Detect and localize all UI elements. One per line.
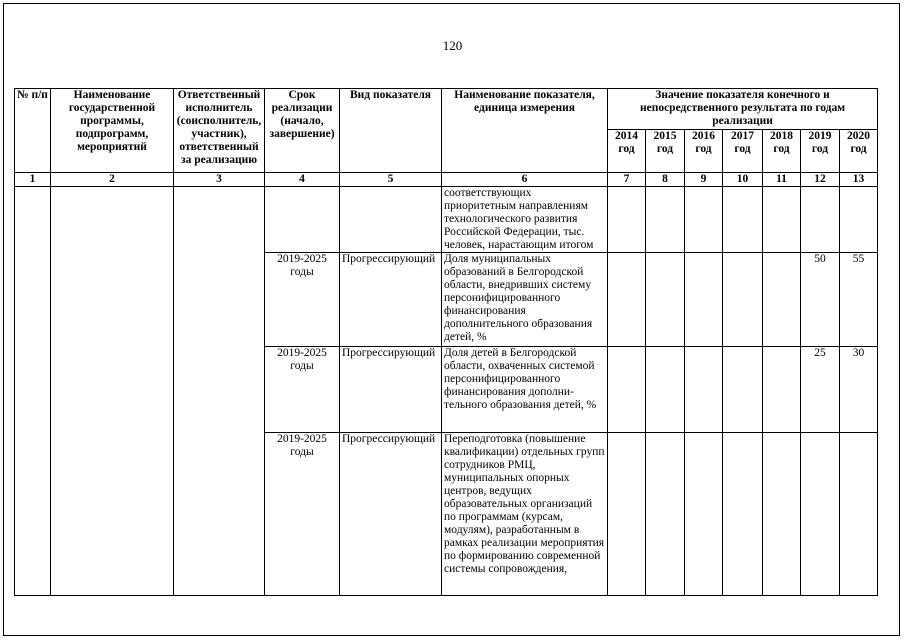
cell-value — [646, 253, 685, 347]
column-number: 1 — [15, 173, 51, 187]
cell-period: 2019-2025 годы — [265, 253, 340, 347]
cell-value — [723, 253, 763, 347]
column-number: 4 — [265, 173, 340, 187]
header-indicator-name: Наименование показателя, единица измерения — [442, 89, 608, 173]
cell-period — [265, 187, 340, 253]
indicators-table — [14, 88, 878, 596]
cell-value — [608, 253, 646, 347]
cell-value — [723, 347, 763, 433]
header-number: № п/п — [15, 89, 51, 173]
column-number: 6 — [442, 173, 608, 187]
cell-program-name — [51, 187, 174, 596]
cell-value — [685, 433, 723, 596]
header-values-group: Значение показателя конечного и непосредственного результата по годам реализации — [608, 89, 878, 130]
cell-indicator-name: Переподготовка (повышение квалификации) отдельных групп сотрудников РМЦ, муниципальных опорных центров, ведущих образовательных организаций по программам (курсам, модулям), разработанным в рамках реализации мероприятия по формированию современной системы сопровождения, — [442, 433, 608, 596]
column-number: 8 — [646, 173, 685, 187]
cell-value — [840, 187, 878, 253]
cell-executor — [174, 187, 265, 596]
cell-value — [685, 187, 723, 253]
column-number: 10 — [723, 173, 763, 187]
header-executor: Ответственный исполнитель (соисполнитель, участник), ответственный за реализацию — [174, 89, 265, 173]
column-number: 12 — [801, 173, 840, 187]
cell-period: 2019-2025 годы — [265, 347, 340, 433]
cell-value — [646, 347, 685, 433]
header-year: 2015 год — [646, 130, 685, 173]
cell-value: 25 — [801, 347, 840, 433]
cell-indicator-name: Доля детей в Белгородской области, охваченных системой персонифицированного финансирования дополни-тельного образования детей, % — [442, 347, 608, 433]
cell-value — [763, 187, 801, 253]
header-program-name: Наименование государственной программы, подпрограмм, мероприятий — [51, 89, 174, 173]
cell-indicator-type: Прогрессирующий — [340, 347, 442, 433]
cell-value — [801, 433, 840, 596]
column-number: 5 — [340, 173, 442, 187]
column-number: 2 — [51, 173, 174, 187]
header-period: Срок реализации (начало, завершение) — [265, 89, 340, 173]
header-indicator-type: Вид показателя — [340, 89, 442, 173]
cell-value: 50 — [801, 253, 840, 347]
column-number: 13 — [840, 173, 878, 187]
column-number: 11 — [763, 173, 801, 187]
cell-value: 55 — [840, 253, 878, 347]
header-year: 2017 год — [723, 130, 763, 173]
cell-indicator-type — [340, 187, 442, 253]
cell-value — [608, 187, 646, 253]
cell-value — [685, 253, 723, 347]
cell-indicator-type: Прогрессирующий — [340, 433, 442, 596]
cell-value — [723, 187, 763, 253]
header-year: 2018 год — [763, 130, 801, 173]
cell-value: 30 — [840, 347, 878, 433]
cell-value — [608, 347, 646, 433]
cell-value — [763, 433, 801, 596]
header-year: 2019 год — [801, 130, 840, 173]
header-year: 2016 год — [685, 130, 723, 173]
header-year: 2014 год — [608, 130, 646, 173]
column-number: 9 — [685, 173, 723, 187]
cell-value — [646, 187, 685, 253]
cell-value — [763, 347, 801, 433]
header-row — [15, 89, 878, 130]
cell-indicator-name: Доля муниципальных образований в Белгородской области, внедривших систему персонифицированного финансирования дополнительного образования детей, % — [442, 253, 608, 347]
cell-value — [685, 347, 723, 433]
column-number: 7 — [608, 173, 646, 187]
header-year: 2020 год — [840, 130, 878, 173]
cell-value — [801, 187, 840, 253]
cell-indicator-name: соответствующих приоритетным направлениям технологического развития Российской Федерации, тыс. человек, нарастающим итогом — [442, 187, 608, 253]
page-number: 120 — [442, 38, 463, 53]
cell-value — [840, 433, 878, 596]
cell-period: 2019-2025 годы — [265, 433, 340, 596]
table-row — [15, 187, 878, 253]
cell-indicator-type: Прогрессирующий — [340, 253, 442, 347]
cell-number — [15, 187, 51, 596]
column-number: 3 — [174, 173, 265, 187]
cell-value — [723, 433, 763, 596]
cell-value — [763, 253, 801, 347]
cell-value — [608, 433, 646, 596]
column-numbers-row — [15, 173, 878, 187]
cell-value — [646, 433, 685, 596]
